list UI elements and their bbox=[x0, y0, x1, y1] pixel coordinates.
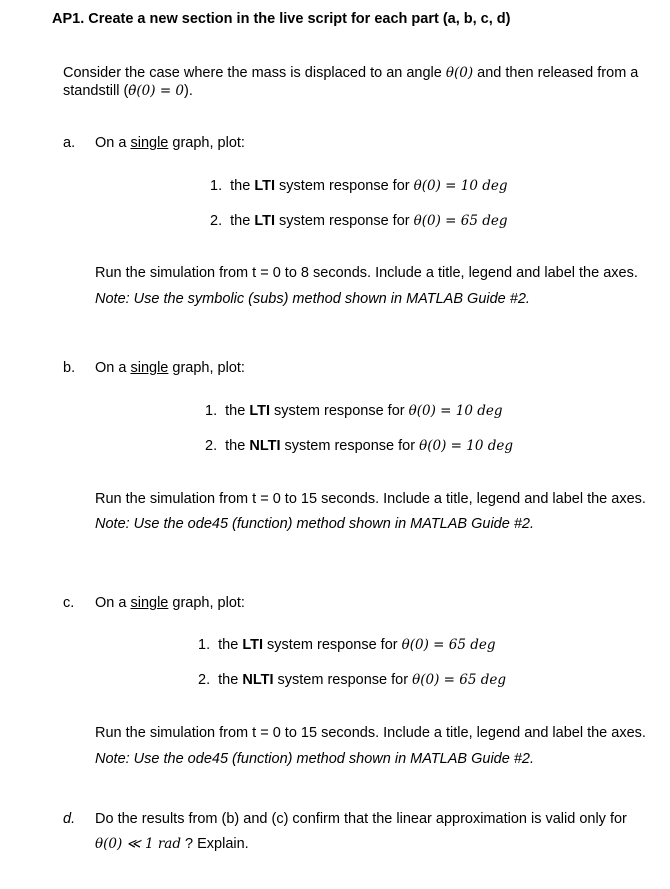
item-text: system response for bbox=[275, 213, 414, 229]
part-d-text: ? Explain. bbox=[181, 836, 249, 852]
item-bold: NLTI bbox=[249, 438, 281, 454]
part-d-line2 bbox=[95, 836, 249, 852]
item-text: system response for bbox=[280, 438, 420, 454]
intro-thetadot0: θ̇(0) = 0 bbox=[128, 83, 185, 99]
part-d-letter: d. bbox=[63, 811, 76, 827]
lead-text: graph, plot: bbox=[168, 360, 245, 376]
item-bold: NLTI bbox=[242, 672, 274, 688]
item-text: system response for bbox=[273, 672, 413, 688]
item-number: 1. bbox=[210, 178, 223, 194]
item-text: system response for bbox=[263, 637, 402, 653]
item-number: 2. bbox=[205, 438, 218, 454]
item-bold: LTI bbox=[249, 403, 271, 419]
item-text: system response for bbox=[275, 178, 414, 194]
item-number: 1. bbox=[205, 403, 218, 419]
part-b-run: Run the simulation from t = 0 to 15 seconds. Include a title, legend and label the axes. bbox=[95, 491, 646, 507]
item-number: 2. bbox=[198, 672, 211, 688]
item-text: system response for bbox=[270, 403, 409, 419]
part-d-line1: Do the results from (b) and (c) confirm that the linear approximation is valid only for bbox=[95, 811, 627, 827]
item-text: the bbox=[225, 403, 250, 419]
part-b-item-1 bbox=[205, 403, 503, 419]
item-text: the bbox=[230, 213, 255, 229]
item-text: the bbox=[218, 637, 243, 653]
lead-underlined: single bbox=[130, 360, 169, 376]
part-a-letter: a. bbox=[63, 135, 76, 151]
item-bold: LTI bbox=[254, 213, 276, 229]
lead-underlined: single bbox=[130, 135, 169, 151]
part-c-note: Note: Use the ode45 (function) method shown in MATLAB Guide #2. bbox=[95, 751, 535, 767]
item-bold: LTI bbox=[254, 178, 276, 194]
part-b-lead bbox=[95, 360, 245, 376]
part-b-letter: b. bbox=[63, 360, 76, 376]
item-math: θ(0) = 65 deg bbox=[401, 637, 496, 653]
lead-text: graph, plot: bbox=[168, 595, 245, 611]
lead-underlined: single bbox=[130, 595, 169, 611]
intro-theta0: θ(0) bbox=[445, 65, 474, 81]
part-a-item-1 bbox=[210, 178, 508, 194]
lead-text: graph, plot: bbox=[168, 135, 245, 151]
intro-text-2: standstill ( bbox=[63, 83, 129, 99]
intro-paragraph bbox=[63, 64, 653, 100]
item-bold: LTI bbox=[242, 637, 264, 653]
part-c-lead bbox=[95, 595, 245, 611]
lead-text: On a bbox=[95, 360, 131, 376]
item-math: θ(0) = 65 deg bbox=[413, 213, 508, 229]
item-math: θ(0) = 10 deg bbox=[413, 178, 508, 194]
part-c-item-2 bbox=[198, 672, 506, 688]
item-number: 2. bbox=[210, 213, 223, 229]
item-text: the bbox=[230, 178, 255, 194]
part-c-letter: c. bbox=[63, 595, 75, 611]
intro-text: Consider the case where the mass is displaced to an angle bbox=[63, 65, 442, 81]
part-a-item-2 bbox=[210, 213, 508, 229]
intro-text-2b: ). bbox=[184, 83, 193, 99]
item-math: θ(0) = 10 deg bbox=[408, 403, 503, 419]
part-b-item-2 bbox=[205, 438, 513, 454]
lead-text: On a bbox=[95, 135, 131, 151]
part-a-run: Run the simulation from t = 0 to 8 seconds. Include a title, legend and label the axes. bbox=[95, 265, 638, 281]
item-text: the bbox=[218, 672, 243, 688]
part-a-lead bbox=[95, 135, 245, 151]
item-math: θ(0) = 10 deg bbox=[419, 438, 513, 454]
part-b-note: Note: Use the ode45 (function) method shown in MATLAB Guide #2. bbox=[95, 516, 535, 532]
item-math: θ(0) = 65 deg bbox=[412, 672, 506, 688]
part-c-run: Run the simulation from t = 0 to 15 seconds. Include a title, legend and label the axes. bbox=[95, 725, 646, 741]
page-title: AP1. Create a new section in the live script for each part (a, b, c, d) bbox=[52, 11, 511, 27]
item-number: 1. bbox=[198, 637, 211, 653]
part-c-item-1 bbox=[198, 637, 496, 653]
part-a-note: Note: Use the symbolic (subs) method shown in MATLAB Guide #2. bbox=[95, 291, 530, 307]
lead-text: On a bbox=[95, 595, 131, 611]
part-d-math: θ(0) ≪ 1 rad bbox=[95, 836, 181, 852]
intro-text-b: and then released from a bbox=[477, 65, 639, 81]
item-text: the bbox=[225, 438, 250, 454]
